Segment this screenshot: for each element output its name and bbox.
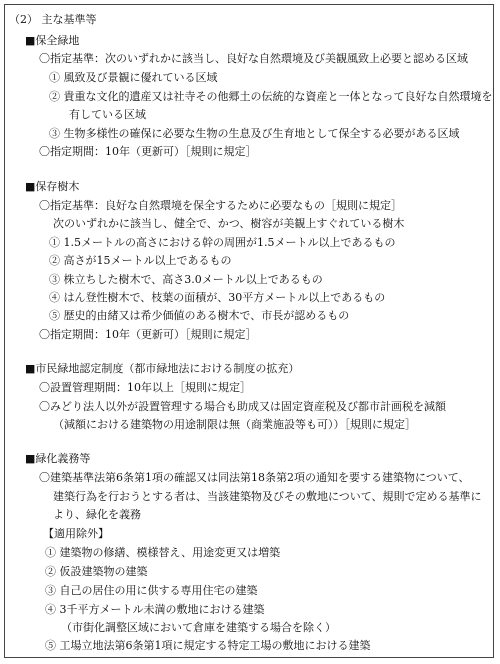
- criteria-line: 〇指定基準：次のいずれかに該当し、良好な自然環境及び美観風致上必要と認める区域: [39, 52, 468, 65]
- period-line: 〇指定期間：10年（更新可）［規則に規定］: [39, 328, 257, 341]
- obligation-line: 〇建築基準法第6条第1項の確認又は同法第18条第2項の通知を要する建築物について、: [39, 471, 470, 484]
- list-item: ③ 生物多様性の確保に必要な生物の生息及び生育地として保全する必要がある区域: [49, 127, 460, 140]
- criteria-subline: 次のいずれかに該当し、健全で、かつ、樹容が美観上すぐれている樹木: [53, 217, 405, 230]
- exemption-heading: 【適用除外】: [43, 527, 109, 540]
- section-title-shimin-ryokuchi: ■市民緑地認定制度（都市緑地法における制度の拡充）: [25, 362, 300, 375]
- list-item: ④ 3千平方メートル未満の敷地における建築: [45, 603, 265, 616]
- period-line: 〇指定期間：10年（更新可）［規則に規定］: [39, 145, 257, 158]
- list-item-note: （市街化調整区域において倉庫を建築する場合を除く）: [61, 621, 336, 634]
- list-item: ① 1.5メートルの高さにおける幹の周囲が1.5メートル以上であるもの: [49, 236, 396, 249]
- list-item-continuation: 有している区域: [69, 108, 146, 121]
- section-heading: （2） 主な基準等: [9, 13, 97, 26]
- document-frame: [4, 4, 494, 658]
- list-item: ⑤ 工場立地法第6条第1項に規定する特定工場の敷地における建築: [45, 639, 371, 652]
- list-item: ③ 自己の居住の用に供する専用住宅の建築: [45, 584, 258, 597]
- list-item: ② 貴重な文化的遺産又は社寺その他郷土の伝統的な資産と一体となって良好な自然環境を: [49, 90, 493, 103]
- subsidy-note: （減額における建築物の用途制限は無（商業施設等も可））［規則に規定］: [53, 418, 416, 431]
- subsidy-line: 〇みどり法人以外が設置管理する場合も助成又は固定資産税及び都市計画税を減額: [39, 400, 446, 413]
- list-item: ① 建築物の修繕、模様替え、用途変更又は増築: [45, 546, 281, 559]
- section-title-hozen-ryokuchi: ■保全緑地: [25, 34, 80, 47]
- obligation-line: より、緑化を義務: [53, 508, 141, 521]
- criteria-line: 〇指定基準：良好な自然環境を保全するために必要なもの［規則に規定］: [39, 199, 402, 212]
- section-title-ryokka-gimu: ■緑化義務等: [25, 452, 91, 465]
- list-item: ① 風致及び景観に優れている区域: [49, 71, 218, 84]
- list-item: ④ はん登性樹木で、枝葉の面積が、30平方メートル以上であるもの: [49, 291, 386, 304]
- obligation-line: 建築行為を行おうとする者は、当該建築物及びその敷地について、規則で定める基準に: [53, 490, 482, 503]
- section-title-hozon-jumoku: ■保存樹木: [25, 180, 80, 193]
- list-item: ③ 株立ちした樹木で、高さ3.0メートル以上であるもの: [49, 273, 323, 286]
- list-item: ② 高さが15メートル以上であるもの: [49, 254, 232, 267]
- period-line: 〇設置管理期間：10年以上［規則に規定］: [39, 381, 251, 394]
- list-item: ② 仮設建築物の建築: [45, 565, 148, 578]
- list-item: ⑤ 歴史的由緒又は希少価値のある樹木で、市長が認めるもの: [49, 309, 350, 322]
